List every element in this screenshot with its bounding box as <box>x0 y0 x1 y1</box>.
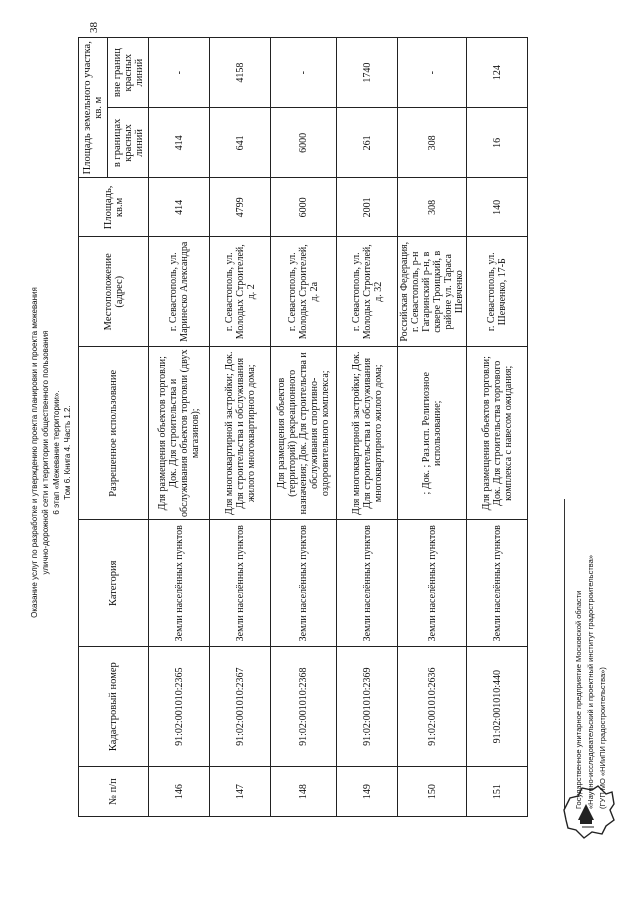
cell-location: г. Севастополь, ул. Шевченко, 17-Б <box>467 237 528 347</box>
cell-location: г. Севастополь, ул. Молодых Строителей, д. 2 <box>210 237 271 347</box>
cell-area: 2001 <box>337 178 398 237</box>
cell-area: 140 <box>467 178 528 237</box>
header-line-4: Том 6. Книга 4. Часть 1.2. <box>63 405 72 500</box>
cell-use: Для размещения объектов торговли; Док. Для строительства торгового комплекса с навесом ожидания; <box>467 347 528 520</box>
cell-area: 414 <box>149 178 210 237</box>
cell-num: 148 <box>271 767 337 817</box>
footer-line-1: Государственное унитарное предприятие Московской области <box>574 590 583 809</box>
footer-line-3: (ГУП МО «НИиПИ градостроительства») <box>598 667 607 809</box>
cell-outside: 124 <box>467 38 528 108</box>
cell-category: Земли населённых пунктов <box>467 520 528 647</box>
header-cadastral: Кадастровый номер <box>79 647 149 767</box>
table-row <box>271 38 337 817</box>
cell-num: 149 <box>337 767 398 817</box>
cell-use: Для размещения объектов торговли; Док. Для строительства и обслуживания объектов торговли (двух магазинов); <box>149 347 210 520</box>
cell-category: Земли населённых пунктов <box>271 520 337 647</box>
cell-within: 16 <box>467 108 528 178</box>
cell-outside: 4158 <box>210 38 271 108</box>
cell-use: Для многоквартирной застройки; Док. Для строительства и обслуживания многоквартирного жилого дома; <box>337 347 398 520</box>
table-row <box>210 38 271 817</box>
cell-within: 641 <box>210 108 271 178</box>
cell-num: 151 <box>467 767 528 817</box>
cell-use: ; Док. ; Раз.исп. Религиозное использование; <box>398 347 467 520</box>
footer-line-2: «Научно-исследовательский и проектный институт градостроительства» <box>586 555 595 809</box>
cell-category: Земли населённых пунктов <box>398 520 467 647</box>
cell-within: 261 <box>337 108 398 178</box>
table-row <box>398 38 467 817</box>
cell-location: Российская Федерация, г. Севастополь, р-н Гагаринский р-н, в сквере Троицкий, в районе ул. Тараса Шевченко <box>398 237 467 347</box>
cell-location: г. Севастополь, ул. Молодых Строителей, д. 2а <box>271 237 337 347</box>
cell-location: г. Севастополь, ул. Маринеско Александра <box>149 237 210 347</box>
moscow-region-logo-icon <box>556 780 620 842</box>
cell-location: г. Севастополь, ул. Молодых Строителей, д. 32 <box>337 237 398 347</box>
cell-cadastral: 91:02:001010:2367 <box>210 647 271 767</box>
header-category: Категория <box>79 520 149 647</box>
cell-area: 4799 <box>210 178 271 237</box>
cell-cadastral: 91:02:001010:440 <box>467 647 528 767</box>
cell-category: Земли населённых пунктов <box>210 520 271 647</box>
cell-within: 6000 <box>271 108 337 178</box>
header-line-3: 6 этап «Межевание территории». <box>52 390 61 515</box>
cell-category: Земли населённых пунктов <box>337 520 398 647</box>
cell-outside: - <box>398 38 467 108</box>
table-row <box>337 38 398 817</box>
cell-area: 308 <box>398 178 467 237</box>
header-location: Местоположение (адрес) <box>79 237 149 347</box>
cell-use: Для размещения объектов (территорий) рекреационного назначения; Док. Для строительства и обслуживания спортивно-оздоровительного комплекса; <box>271 347 337 520</box>
header-outside-red-lines: вне границ красных линий <box>108 38 149 108</box>
cell-outside: - <box>149 38 210 108</box>
document-footer <box>573 449 609 809</box>
table-row <box>467 38 528 817</box>
cell-category: Земли населённых пунктов <box>149 520 210 647</box>
cell-cadastral: 91:02:001010:2368 <box>271 647 337 767</box>
header-line-2: улично-дорожной сети и территории общественного пользования <box>41 330 50 575</box>
cell-area: 6000 <box>271 178 337 237</box>
cell-outside: - <box>271 38 337 108</box>
cell-cadastral: 91:02:001010:2369 <box>337 647 398 767</box>
cell-within: 308 <box>398 108 467 178</box>
header-permitted-use: Разрешенное использование <box>79 347 149 520</box>
cell-num: 146 <box>149 767 210 817</box>
table-row <box>149 38 210 817</box>
footer-divider <box>564 499 565 809</box>
cell-use: Для многоквартирной застройки; Док. Для строительства и обслуживания жилого многоквартирного дома; <box>210 347 271 520</box>
cell-cadastral: 91:02:001010:2636 <box>398 647 467 767</box>
header-line-1: Оказание услуг по разработке и утверждению проекта планировки и проекта межевания <box>30 287 39 618</box>
land-plots-table <box>78 37 528 817</box>
header-num: № п/п <box>79 767 149 817</box>
header-within-red-lines: в границах красных линий <box>108 108 149 178</box>
cell-num: 150 <box>398 767 467 817</box>
header-area: Площадь, кв.м <box>79 178 149 237</box>
cell-num: 147 <box>210 767 271 817</box>
page-number: 38 <box>88 22 100 33</box>
cell-within: 414 <box>149 108 210 178</box>
cell-outside: 1740 <box>337 38 398 108</box>
cell-cadastral: 91:02:001010:2365 <box>149 647 210 767</box>
header-land-area: Площадь земельного участка, кв. м <box>79 38 108 178</box>
